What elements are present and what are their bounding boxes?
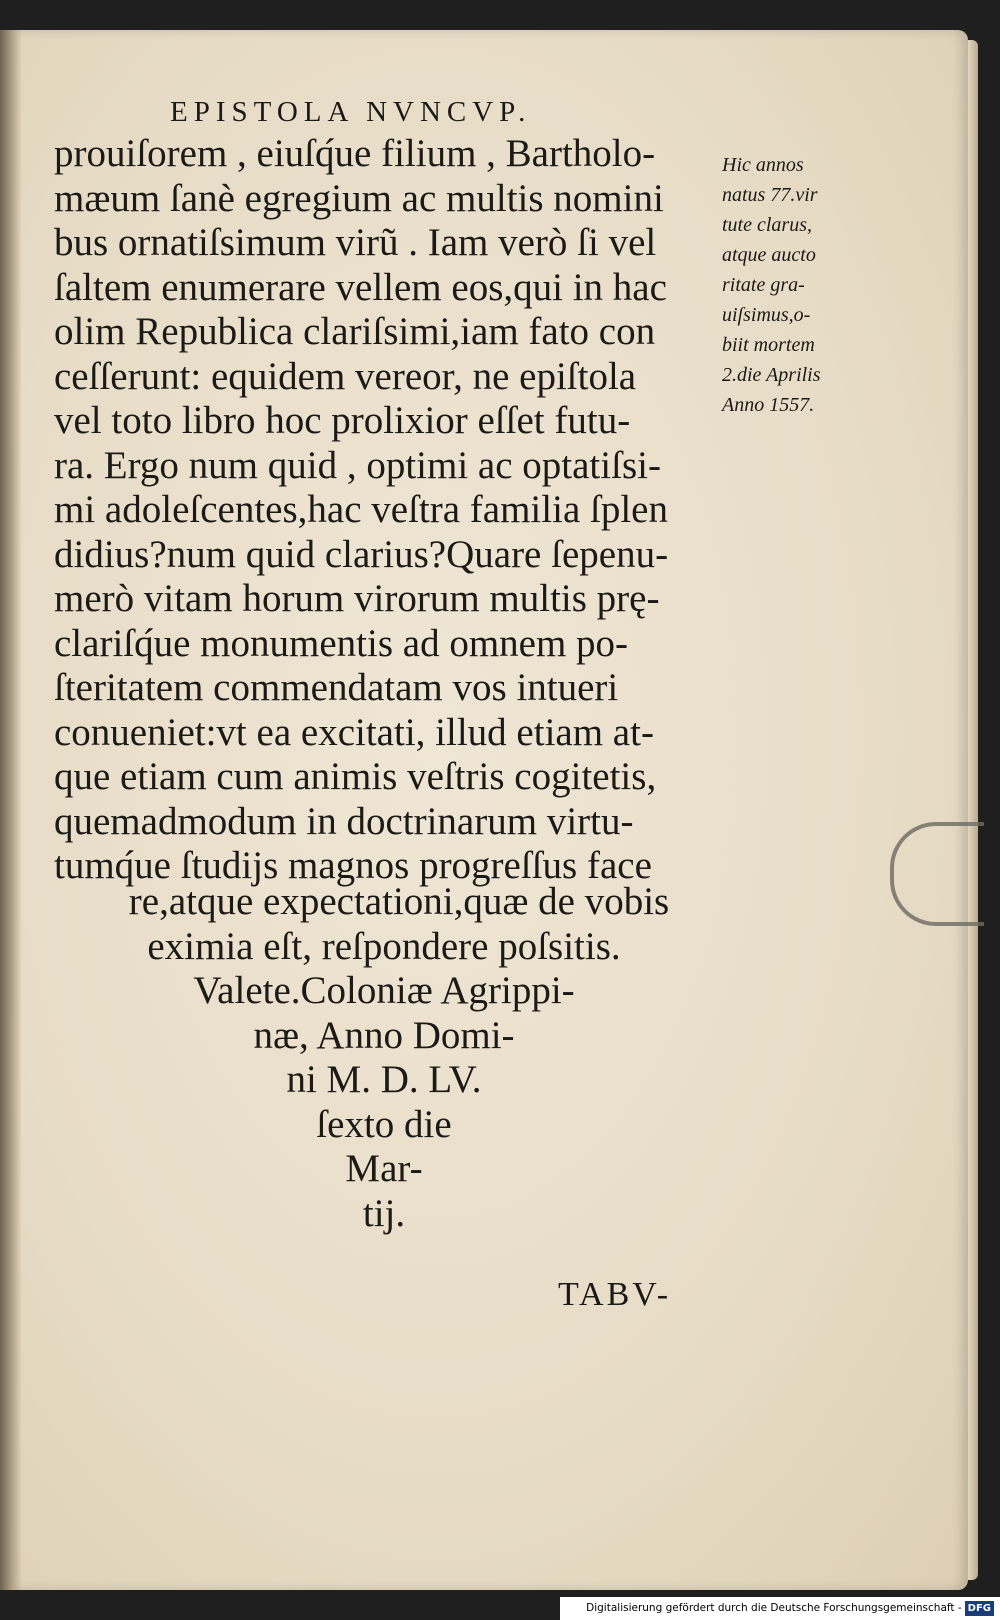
text-line: olim Republica clariſsimi,iam fato con [54,310,656,353]
closing-colophon [54,880,714,1236]
text-line: mi adoleſcentes,hac veſtra familia ſplen [54,488,668,531]
catchword: TABV- [558,1276,672,1313]
text-line: que etiam cum animis veſtris cogitetis, [54,755,657,798]
text-line: tumq́ue ſtudijs magnos progreſſus face [54,844,652,887]
margin-note-line: 2.die Aprilis [722,364,821,386]
text-line: clariſq́ue monumentis ad omnem po- [54,621,629,665]
text-line: mæum ſanè egregium ac multis nomini [54,176,664,220]
text-line: merò vitam horum virorum multis prę- [54,577,660,620]
page-clip [890,822,984,926]
closing-line: ni M. D. LV. [286,1058,482,1101]
text-line: quemadmodum in doctrinarum virtu- [54,799,634,843]
dfg-logo-icon: DFG [965,1601,994,1616]
text-line: vel toto libro hoc prolixior eſſet futu- [54,399,631,442]
text-line: prouiſorem , eiuſq́ue filium , Bartholo- [54,132,656,175]
margin-note [722,150,872,420]
margin-note-line: Anno 1557. [722,394,815,416]
binding-gutter [0,30,22,1590]
closing-line: re,atque expectationi,quæ de vobis [128,880,670,923]
closing-line: tij. [362,1191,406,1235]
text-line: ra. Ergo num quid , optimi ac optatiſsi- [54,443,661,487]
margin-note-line: Hic annos [722,154,804,176]
text-line: ſaltem enumerare vellem eos,qui in hac [54,265,667,309]
margin-note-line: natus 77.vir [722,184,818,206]
closing-line: ſexto die [316,1102,452,1146]
margin-note-line: ritate gra- [722,274,805,296]
text-line: ſteritatem commendatam vos intueri [54,666,619,709]
margin-note-line: atque aucto [722,244,816,266]
closing-line: Mar- [345,1147,423,1190]
running-header: EPISTOLA NVNCVP. [170,96,532,128]
text-line: bus ornatiſsimum virũ . Iam verò ſi vel [54,221,657,264]
closing-line: Valete.Coloniæ Agrippi- [193,969,575,1012]
margin-note-line: tute clarus, [722,214,812,236]
margin-note-line: uiſsimus,o- [722,304,811,326]
text-line: conueniet:vt ea excitati, illud etiam at- [54,710,654,754]
text-line: ceſſerunt: equidem vereor, ne epiſtola [54,354,637,398]
closing-line: eximia eſt, reſpondere poſsitis. [147,924,621,968]
body-text [54,132,714,889]
text-line: didius?num quid clarius?Quare ſepenu- [54,532,669,576]
credit-text: Digitalisierung gefördert durch die Deutsche Forschungsgemeinschaft - [586,1602,962,1614]
margin-note-line: biit mortem [722,334,815,356]
closing-line: næ, Anno Domi- [253,1013,515,1057]
digitization-credit [560,1597,1000,1620]
